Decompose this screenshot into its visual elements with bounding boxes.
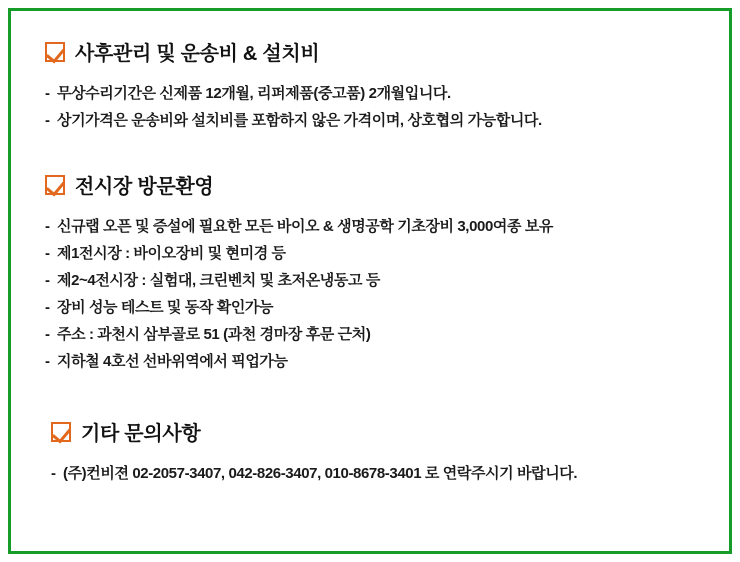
list-item-text: (주)컨비젼 02-2057-3407, 042-826-3407, 010-8678-3401 로 연락주시기 바랍니다. bbox=[63, 465, 578, 482]
section-other-inquiries bbox=[37, 417, 703, 487]
bullet-dash: - bbox=[51, 465, 56, 482]
section-bullet-list bbox=[37, 213, 703, 375]
bullet-dash: - bbox=[45, 112, 50, 129]
list-item-text: 지하철 4호선 선바위역에서 픽업가능 bbox=[57, 353, 288, 370]
list-item bbox=[45, 80, 703, 107]
bordered-content-frame bbox=[8, 8, 732, 554]
list-item-text: 상기가격은 운송비와 설치비를 포함하지 않은 가격이며, 상호협의 가능합니다. bbox=[57, 112, 542, 129]
list-item bbox=[45, 348, 703, 375]
list-item-text: 무상수리기간은 신제품 12개월, 리퍼제품(중고품) 2개월입니다. bbox=[57, 85, 451, 102]
bullet-dash: - bbox=[45, 218, 50, 235]
list-item bbox=[45, 107, 703, 134]
list-item-text: 주소 : 과천시 삼부골로 51 (과천 경마장 후문 근처) bbox=[57, 326, 371, 343]
check-box-icon bbox=[45, 175, 65, 195]
bullet-dash: - bbox=[45, 85, 50, 102]
section-title: 기타 문의사항 bbox=[81, 423, 201, 445]
list-item-text: 제2~4전시장 : 실험대, 크린벤치 및 초저온냉동고 등 bbox=[57, 272, 380, 289]
list-item bbox=[45, 267, 703, 294]
bullet-dash: - bbox=[45, 272, 50, 289]
section-header bbox=[45, 37, 703, 66]
section-spacer bbox=[37, 381, 703, 417]
section-header bbox=[51, 417, 703, 446]
list-item bbox=[45, 321, 703, 348]
check-box-icon bbox=[45, 42, 65, 62]
section-showroom-visit bbox=[37, 170, 703, 375]
bullet-dash: - bbox=[45, 353, 50, 370]
section-spacer bbox=[37, 140, 703, 170]
check-box-icon bbox=[51, 422, 71, 442]
section-title: 전시장 방문환영 bbox=[75, 176, 214, 198]
list-item bbox=[45, 294, 703, 321]
list-item-text: 장비 성능 테스트 및 동작 확인가능 bbox=[57, 299, 274, 316]
list-item bbox=[51, 460, 703, 487]
list-item bbox=[45, 213, 703, 240]
section-bullet-list bbox=[37, 80, 703, 134]
list-item-text: 제1전시장 : 바이오장비 및 현미경 등 bbox=[57, 245, 286, 262]
list-item-text: 신규랩 오픈 및 증설에 필요한 모든 바이오 & 생명공학 기초장비 3,000여종 보유 bbox=[57, 218, 554, 235]
section-title: 사후관리 및 운송비 & 설치비 bbox=[75, 43, 320, 65]
bullet-dash: - bbox=[45, 299, 50, 316]
bullet-dash: - bbox=[45, 326, 50, 343]
section-after-service bbox=[37, 37, 703, 134]
bullet-dash: - bbox=[45, 245, 50, 262]
list-item bbox=[45, 240, 703, 267]
section-header bbox=[45, 170, 703, 199]
section-bullet-list bbox=[37, 460, 703, 487]
